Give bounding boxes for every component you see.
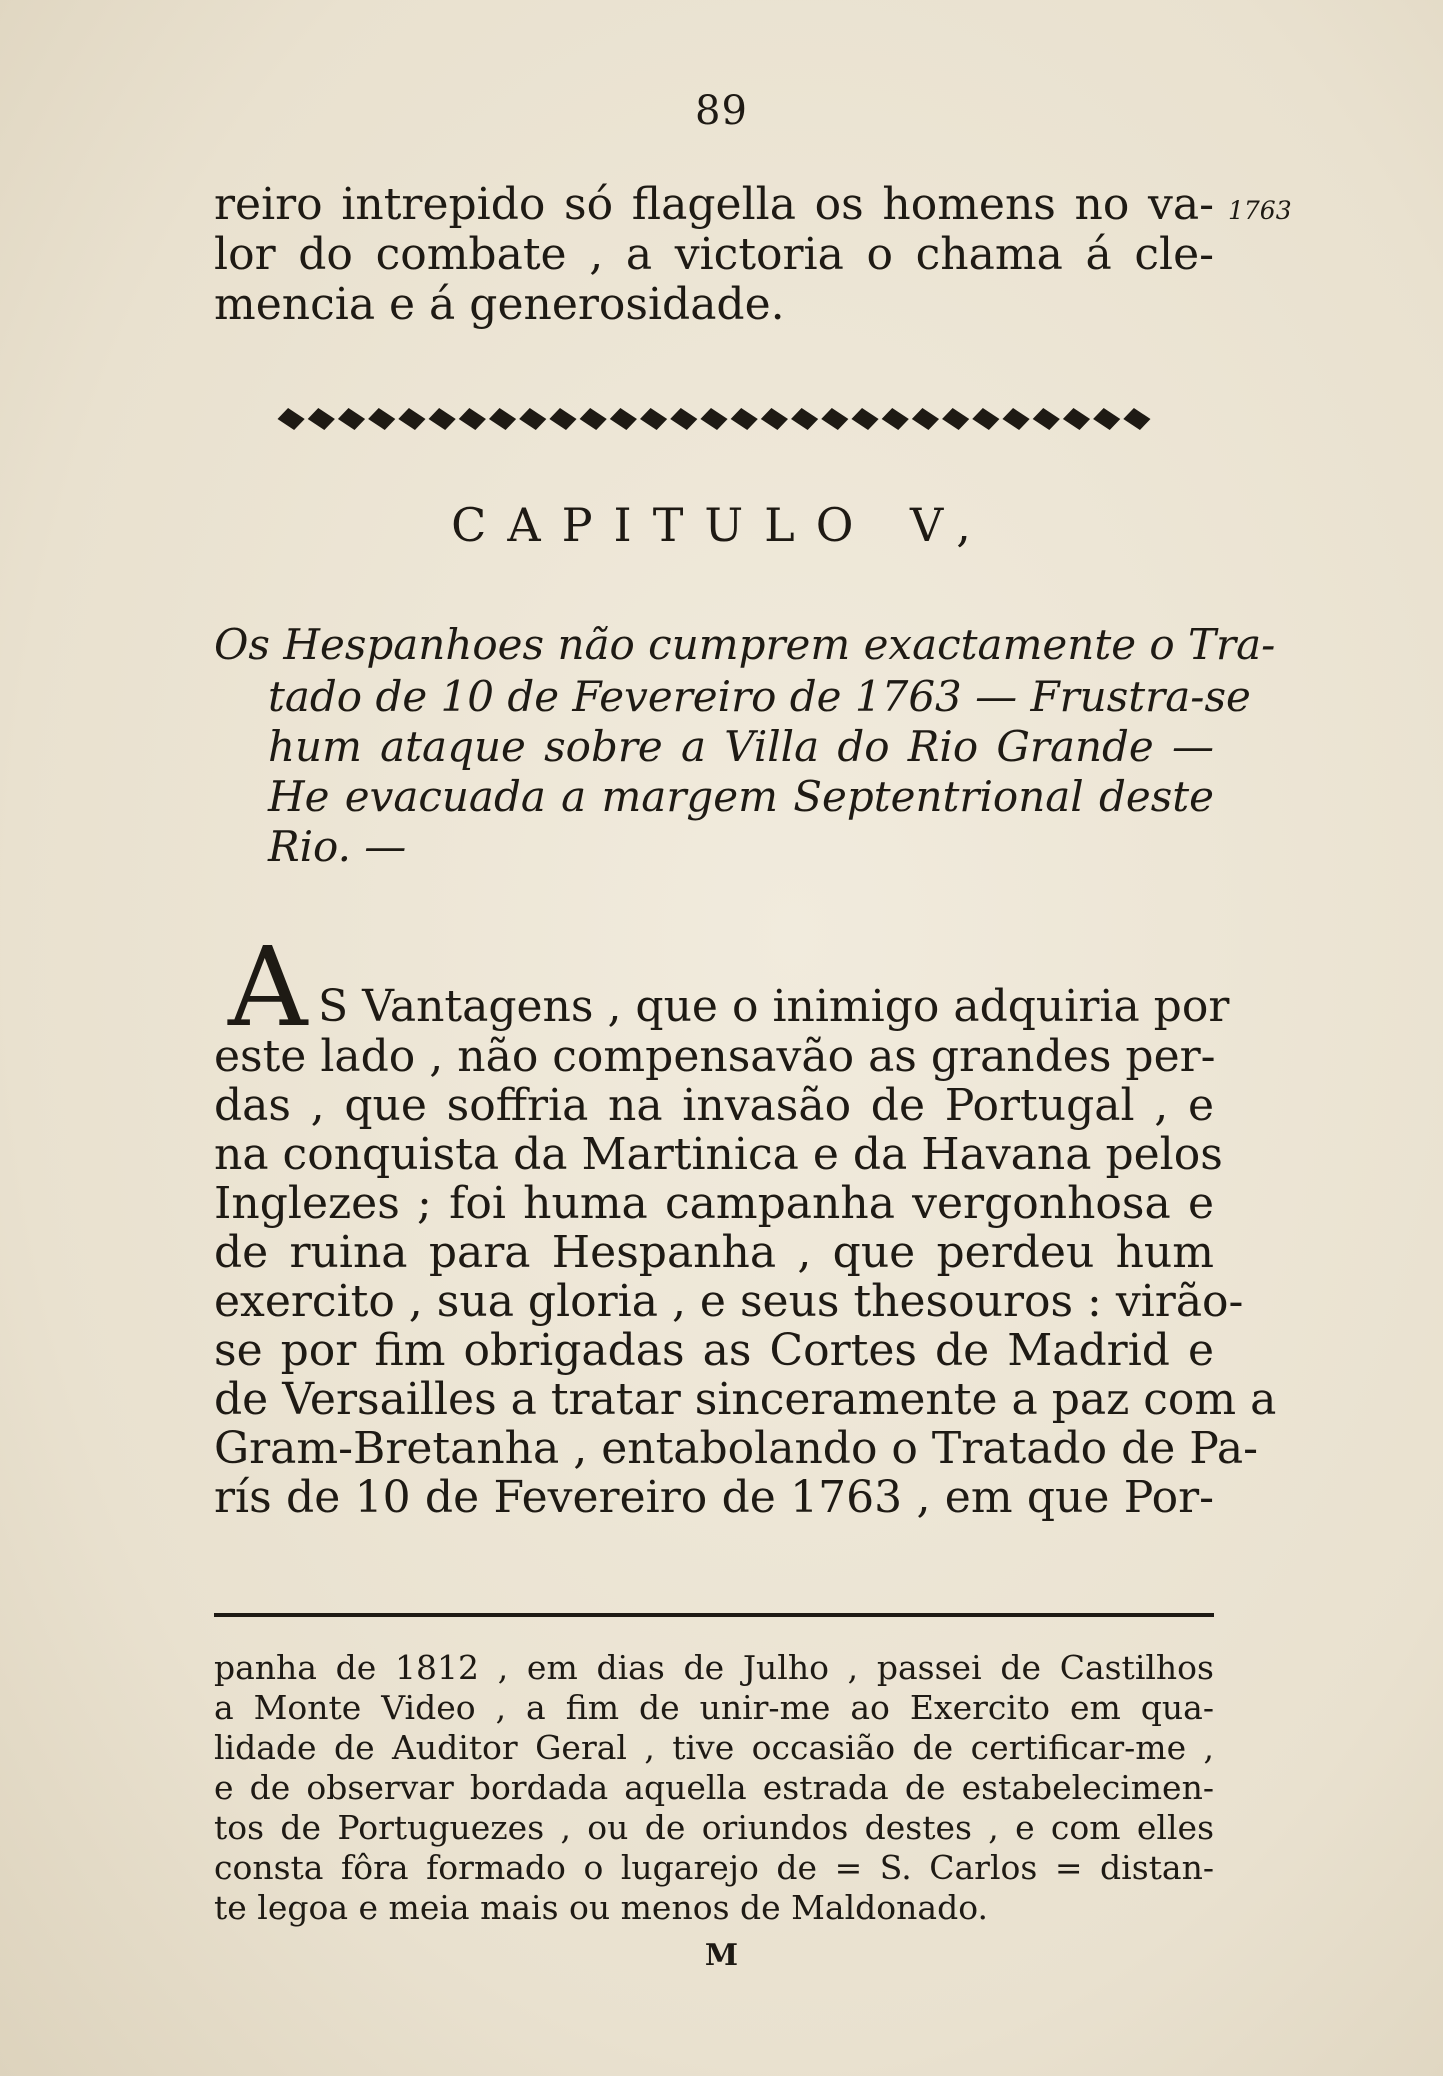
summary-line: He evacuada a margem Septentrional deste (268, 772, 1214, 821)
summary-line: Rio. — (268, 822, 407, 871)
ornament-glyph (610, 408, 637, 430)
ornament-glyph (308, 408, 335, 430)
ornament-glyph (398, 408, 425, 430)
footnote-line: te legoa e meia mais ou menos de Maldonado. (214, 1888, 988, 1927)
body-line: este lado , não compensavão as grandes per- (214, 1031, 1216, 1082)
ornament-glyph (700, 408, 727, 430)
footnote-line: panha de 1812 , em dias de Julho , passei de Castilhos (214, 1648, 1214, 1687)
footnote-line: consta fôra formado o lugarejo de = S. Carlos = distan- (214, 1848, 1214, 1887)
ornament-glyph (580, 408, 607, 430)
ornament-glyph (459, 408, 486, 430)
ornament-glyph (882, 408, 909, 430)
body-line: Inglezes ; foi huma campanha vergonhosa e (214, 1178, 1214, 1229)
margin-year-note: 1763 (1228, 196, 1292, 225)
ornament-glyph (1123, 408, 1150, 430)
summary-line: tado de 10 de Fevereiro de 1763 — Frustra-se (268, 672, 1251, 721)
ornament-glyph (1063, 408, 1090, 430)
intro-line: lor do combate , a victoria o chama á cle- (214, 229, 1214, 280)
signature-mark: M (704, 1938, 739, 1973)
footnote-rule (214, 1613, 1214, 1617)
ornament-glyph (1002, 408, 1029, 430)
body-line: de Versailles a tratar sinceramente a paz com a (214, 1374, 1277, 1425)
body-line: rís de 10 de Fevereiro de 1763 , em que Por- (214, 1472, 1214, 1523)
ornament-glyph (761, 408, 788, 430)
body-line: exercito , sua gloria , e seus thesouros : virão- (214, 1276, 1244, 1327)
ornament-glyph (1093, 408, 1120, 430)
drop-cap: A (228, 923, 308, 1051)
ornament-glyph (791, 408, 818, 430)
ornament-glyph (821, 408, 848, 430)
ornament-glyph (640, 408, 667, 430)
ornament-glyph (489, 408, 516, 430)
intro-line: reiro intrepido só flagella os homens no va- (214, 179, 1214, 230)
ornament-glyph (338, 408, 365, 430)
ornament-glyph (851, 408, 878, 430)
ornament-glyph (1033, 408, 1060, 430)
ornament-glyph (972, 408, 999, 430)
ornament-glyph (368, 408, 395, 430)
body-line: na conquista da Martinica e da Havana pelos (214, 1129, 1223, 1180)
ornament-glyph (429, 408, 456, 430)
ornament-glyph (731, 408, 758, 430)
ornament-glyph (549, 408, 576, 430)
intro-line: mencia e á generosidade. (214, 279, 785, 330)
page-number: 89 (695, 88, 748, 134)
ornament-glyph (942, 408, 969, 430)
footnote-line: lidade de Auditor Geral , tive occasião de certificar-me , (214, 1728, 1214, 1767)
chapter-title: CAPITULO V, (451, 498, 992, 552)
summary-line: Os Hespanhoes não cumprem exactamente o Tra- (214, 620, 1276, 669)
ornament-glyph (278, 408, 305, 430)
body-line: Gram-Bretanha , entabolando o Tratado de Pa- (214, 1423, 1258, 1474)
footnote-line: e de observar bordada aquella estrada de estabelecimen- (214, 1768, 1214, 1807)
summary-line: hum ataque sobre a Villa do Rio Grande — (268, 722, 1214, 771)
ornament-glyph (912, 408, 939, 430)
ornament-glyph (519, 408, 546, 430)
body-line: se por fim obrigadas as Cortes de Madrid e (214, 1325, 1214, 1376)
footnote-line: a Monte Video , a fim de unir-me ao Exercito em qua- (214, 1688, 1214, 1727)
body-line: das , que soffria na invasão de Portugal , e (214, 1080, 1214, 1131)
body-line: de ruina para Hespanha , que perdeu hum (214, 1227, 1214, 1278)
body-line: S Vantagens , que o inimigo adquiria por (318, 981, 1230, 1032)
ornament-glyph (670, 408, 697, 430)
footnote-line: tos de Portuguezes , ou de oriundos destes , e com elles (214, 1808, 1214, 1847)
ornament-divider-icon (276, 404, 1152, 434)
